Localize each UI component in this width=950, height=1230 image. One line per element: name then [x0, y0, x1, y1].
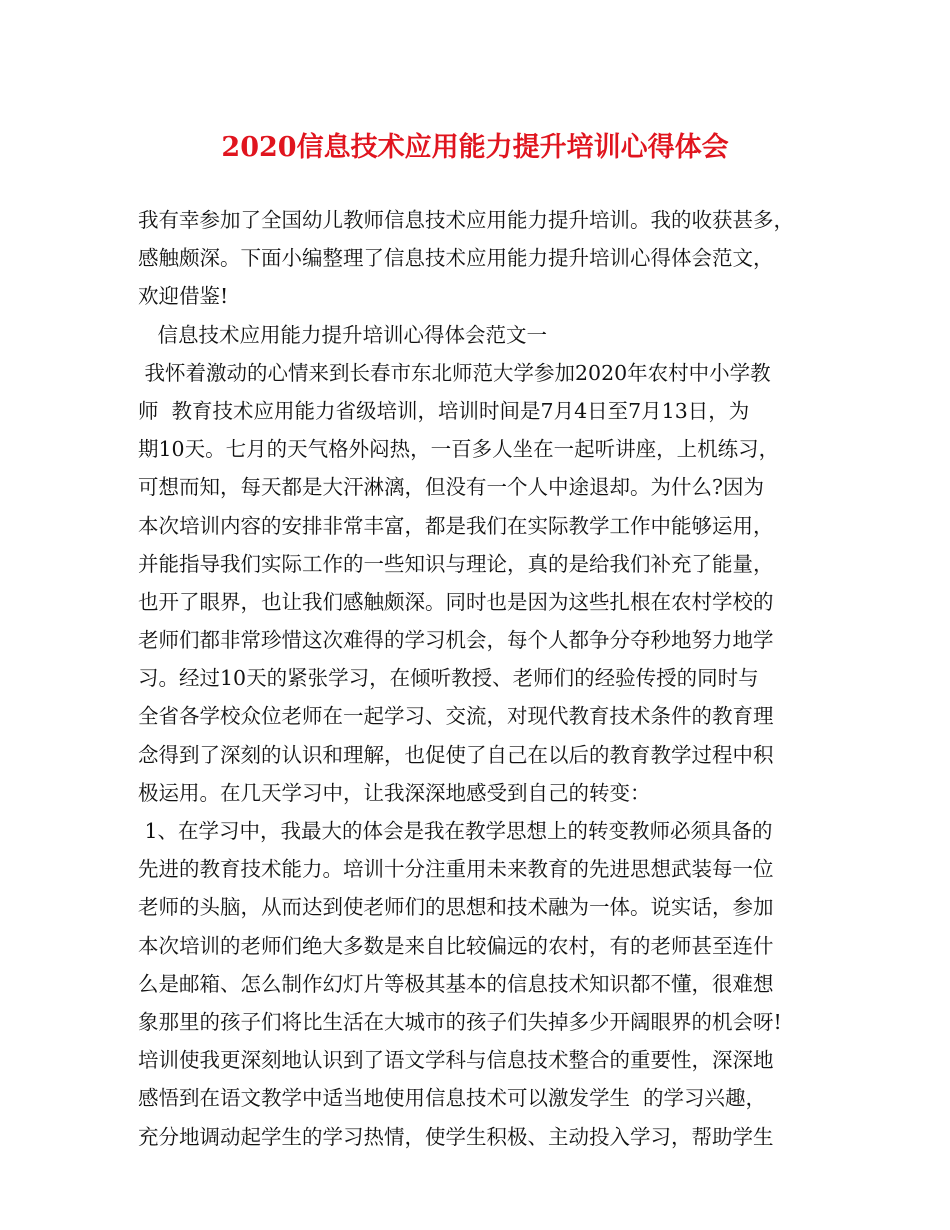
body-line: 我怀着激动的心情来到长春市东北师范大学参加2020年农村中小学教: [138, 360, 771, 385]
body-line: 也开了眼界，也让我们感触颇深。同时也是因为这些扎根在农村学校的: [138, 589, 774, 614]
body-line: 老师的头脑，从而达到使老师们的思想和技术融为一体。说实话，参加: [138, 895, 774, 920]
body-line: 感触颇深。下面小编整理了信息技术应用能力提升培训心得体会范文，: [138, 246, 774, 271]
body-line: 习。经过10天的紧张学习，在倾听教授、老师们的经验传授的同时与: [138, 666, 759, 691]
body-line: 欢迎借鉴!: [138, 284, 229, 309]
body-line: 本次培训内容的安排非常丰富，都是我们在实际教学工作中能够运用，: [138, 513, 774, 538]
body-line: 师 教育技术应用能力省级培训，培训时间是7月4日至7月13日，为: [138, 398, 750, 423]
body-line: 先进的教育技术能力。培训十分注重用未来教育的先进思想武装每一位: [138, 857, 774, 882]
body-line: 并能指导我们实际工作的一些知识与理论，真的是给我们补充了能量，: [138, 551, 774, 576]
body-line: 可想而知，每天都是大汗淋漓，但没有一个人中途退却。为什么?因为: [138, 475, 764, 500]
body-line: 老师们都非常珍惜这次难得的学习机会，每个人都争分夺秒地努力地学: [138, 628, 774, 653]
document-body: [138, 201, 818, 1156]
body-line: 培训使我更深刻地认识到了语文学科与信息技术整合的重要性，深深地: [138, 1048, 774, 1073]
body-line: 念得到了深刻的认识和理解，也促使了自己在以后的教育教学过程中积: [138, 742, 774, 767]
body-line: 全省各学校众位老师在一起学习、交流，对现代教育技术条件的教育理: [138, 704, 774, 729]
body-line: 1、在学习中，我最大的体会是我在教学思想上的转变教师必须具备的: [138, 819, 773, 843]
body-line: 充分地调动起学生的学习热情，使学生积极、主动投入学习，帮助学生: [138, 1124, 774, 1149]
body-line: 极运用。在几天学习中，让我深深地感受到自己的转变：: [138, 780, 651, 805]
body-line: 信息技术应用能力提升培训心得体会范文一: [138, 322, 548, 347]
body-line: 感悟到在语文教学中适当地使用信息技术可以激发学生 的学习兴趣，: [138, 1086, 767, 1111]
body-line: 么是邮箱、怎么制作幻灯片等极其基本的信息技术知识都不懂，很难想: [138, 971, 774, 996]
body-line: 我有幸参加了全国幼儿教师信息技术应用能力提升培训。我的收获甚多，: [138, 208, 794, 232]
body-line: 本次培训的老师们绝大多数是来自比较偏远的农村，有的老师甚至连什: [138, 933, 774, 958]
body-line: 期10天。七月的天气格外闷热，一百多人坐在一起听讲座，上机练习，: [138, 437, 780, 462]
document-title: 2020信息技术应用能力提升培训心得体会: [221, 132, 729, 163]
body-line: 象那里的孩子们将比生活在大城市的孩子们失掉多少开阔眼界的机会呀!: [138, 1009, 782, 1034]
